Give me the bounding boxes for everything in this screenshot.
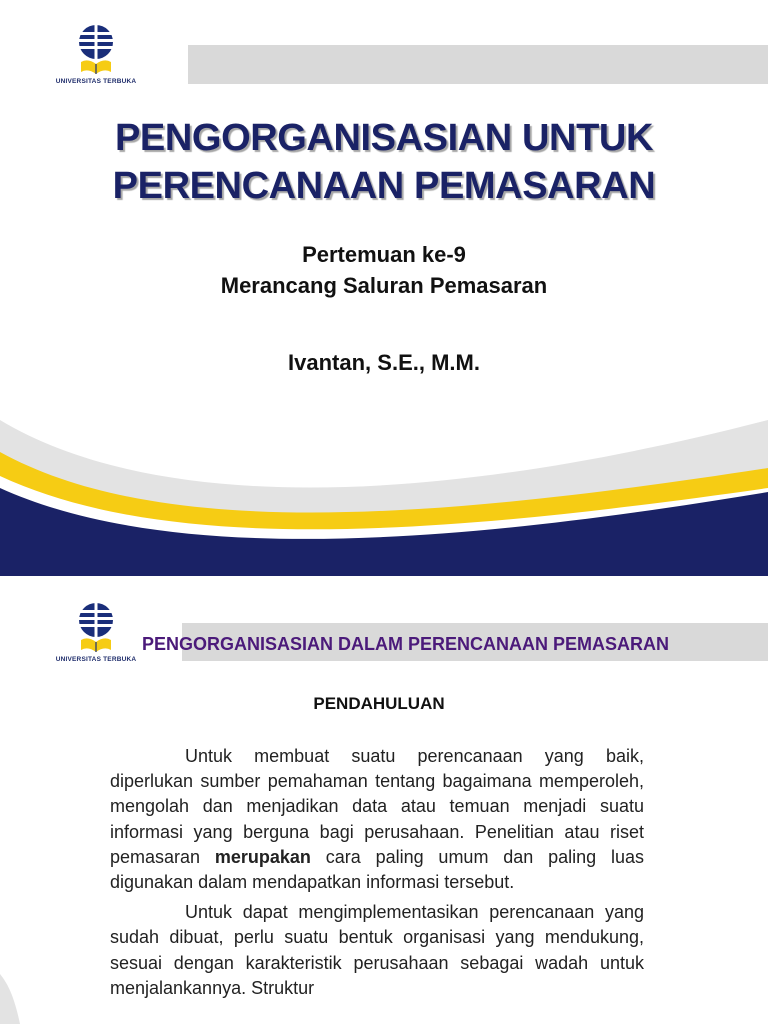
title-line-2: PERENCANAAN PEMASARAN — [112, 165, 656, 207]
title-line-1: PENGORGANISASIAN UNTUK — [114, 117, 653, 159]
topic-subtitle: Merancang Saluran Pemasaran — [220, 273, 548, 298]
author-name: Ivantan, S.E., M.M. — [288, 350, 480, 375]
logo-text: UNIVERSITAS TERBUKA — [55, 656, 137, 663]
university-logo-2 — [55, 602, 137, 674]
body-text — [110, 744, 644, 1006]
decorative-waves — [0, 380, 768, 576]
logo-emblem-icon — [78, 24, 114, 78]
meeting-number: Pertemuan ke-9 — [302, 242, 466, 267]
slide-title: PENGORGANISASIAN DALAM PERENCANAAN PEMASARAN — [142, 634, 670, 654]
university-logo — [55, 24, 137, 96]
page-title — [0, 114, 768, 210]
logo-emblem-icon — [78, 602, 114, 656]
decorative-corner-wave — [0, 974, 40, 1024]
paragraph-1: Untuk membuat suatu perencanaan yang baik, diperlukan sumber pemahaman tentang bagaimana memperoleh, mengolah dan menjadikan data atau temuan menjadi suatu informasi yang berguna bagi perusahaan. Penelitian atau riset pemasaran merupakan cara paling umum dan paling luas digunakan dalam mendapatkan informasi tersebut. — [110, 746, 644, 893]
content-slide — [0, 576, 768, 1024]
header-bar — [188, 45, 768, 84]
section-heading: PENDAHULUAN — [313, 694, 445, 713]
logo-text: UNIVERSITAS TERBUKA — [55, 78, 137, 85]
paragraph-2: Untuk dapat mengimplementasikan perencanaan yang sudah dibuat, perlu suatu bentuk organisasi yang mendukung, sesuai dengan karakteristik perusahaan sebagai wadah untuk menjalankannya. Struktur — [110, 902, 644, 998]
